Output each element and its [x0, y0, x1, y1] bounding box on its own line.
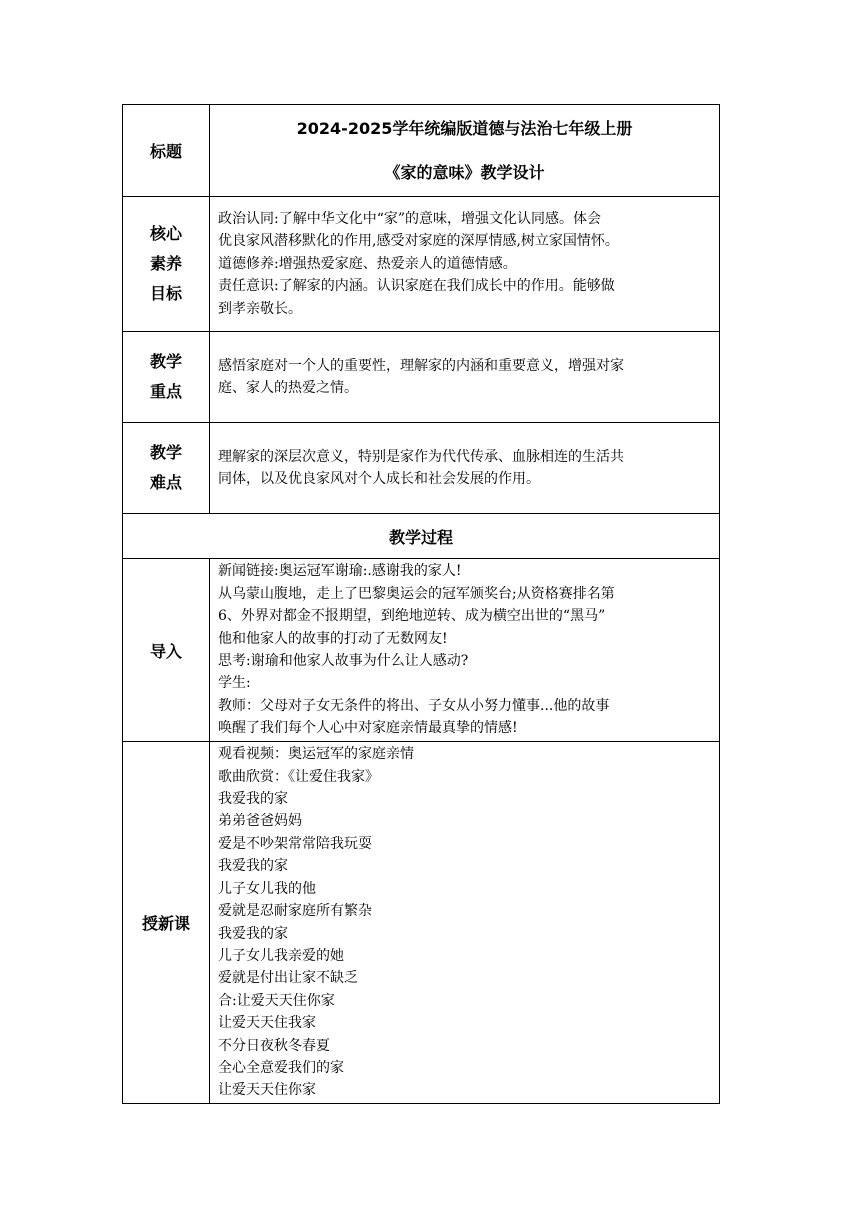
text-line: 让爱天天住我家: [218, 1015, 316, 1032]
intro-row: [123, 559, 720, 742]
title-line-2: 《家的意味》教学设计: [384, 162, 545, 182]
text-line: 政治认同:了解中华文化中“家”的意味，增强文化认同感。体会: [218, 210, 602, 227]
text-line: 爱就是忍耐家庭所有繁杂: [218, 903, 372, 920]
text-line: 理解家的深层次意义，特别是家作为代代传承、血脉相连的生活共: [218, 448, 624, 465]
new-lesson-row: [123, 742, 720, 1104]
difficulty-label: [123, 423, 210, 514]
difficulty-label-line: 教学: [149, 443, 182, 462]
text-line: 儿子女儿我的他: [218, 880, 316, 897]
text-line: 思考:谢瑜和他家人故事为什么让人感动?: [218, 653, 469, 669]
text-line: 儿子女儿我亲爱的她: [218, 947, 344, 964]
text-line: 道德修养:增强热爱家庭、热爱亲人的道德情感。: [218, 255, 517, 272]
key-points-label-stack: [123, 347, 209, 407]
text-line: 我爱我的家: [218, 925, 288, 942]
core-label-line: 目标: [149, 284, 182, 303]
text-line: 观看视频：奥运冠军的家庭亲情: [218, 746, 414, 763]
difficulty-content: [210, 423, 720, 514]
text-line: 从乌蒙山腹地，走上了巴黎奥运会的冠军颁奖台;从资格赛排名第: [218, 585, 615, 602]
core-label-line: 素养: [149, 254, 182, 273]
text-line: 我爱我的家: [218, 791, 288, 808]
difficulty-label-line: 难点: [149, 473, 182, 492]
new-lesson-content: [210, 742, 720, 1104]
intro-content: [210, 559, 720, 742]
core-literacy-content: [210, 197, 720, 332]
title-line-1: 2024-2025学年统编版道德与法治七年级上册: [296, 118, 633, 138]
core-label-line: 核心: [149, 224, 182, 243]
text-line: 爱是不吵架常常陪我玩耍: [218, 835, 372, 852]
text-line: 弟弟爸爸妈妈: [218, 813, 302, 830]
text-line: 新闻链接:奥运冠军谢瑜:.感谢我的家人!: [218, 563, 462, 580]
difficulty-label-stack: [123, 438, 209, 498]
key-points-label: [123, 332, 210, 423]
text-line: 不分日夜秋冬春夏: [218, 1037, 330, 1054]
text-line: 同体，以及优良家风对个人成长和社会发展的作用。: [218, 471, 540, 487]
text-line: 他和他家人的故事的打动了无数网友!: [218, 630, 448, 647]
difficulty-row: [123, 423, 720, 514]
core-literacy-label: [123, 197, 210, 332]
text-line: 我爱我的家: [218, 858, 288, 875]
text-line: 学生:: [218, 675, 251, 692]
text-line: 合:让爱天天住你家: [218, 992, 335, 1009]
key-label-line: 教学: [149, 352, 182, 371]
title-label: 标题: [123, 105, 210, 197]
key-points-content: [210, 332, 720, 423]
key-points-row: [123, 332, 720, 423]
text-line: 责任意识:了解家的内涵。认识家庭在我们成长中的作用。能够做: [218, 278, 615, 295]
process-header: 教学过程: [123, 514, 720, 559]
text-line: 6、外界对都金不报期望，到绝地逆转、成为横空出世的“黑马”: [218, 608, 606, 625]
text-line: 感悟家庭对一个人的重要性，理解家的内涵和重要意义，增强对家: [218, 357, 624, 374]
title-row: [123, 105, 720, 197]
text-line: 到孝亲敬长。: [218, 300, 302, 317]
text-line: 庭、家人的热爱之情。: [218, 380, 358, 396]
process-header-row: [123, 514, 720, 559]
core-literacy-label-stack: [123, 219, 209, 309]
core-literacy-row: [123, 197, 720, 332]
intro-label: 导入: [123, 559, 210, 742]
key-label-line: 重点: [149, 382, 182, 401]
text-line: 让爱天天住你家: [218, 1082, 316, 1099]
text-line: 爱就是付出让家不缺乏: [218, 970, 358, 987]
text-line: 唤醒了我们每个人心中对家庭亲情最真挚的情感!: [218, 720, 518, 737]
text-line: 教师：父母对子女无条件的将出、子女从小努力懂事...他的故事: [218, 697, 610, 714]
text-line: 歌曲欣赏：《让爱住我家》: [218, 768, 379, 785]
document-title: [210, 105, 720, 197]
lesson-plan-table: [122, 104, 720, 1104]
text-line: 优良家风潜移默化的作用,感受对家庭的深厚情感,树立家国情怀。: [218, 233, 619, 250]
text-line: 全心全意爱我们的家: [218, 1059, 344, 1076]
new-lesson-label: 授新课: [123, 742, 210, 1104]
